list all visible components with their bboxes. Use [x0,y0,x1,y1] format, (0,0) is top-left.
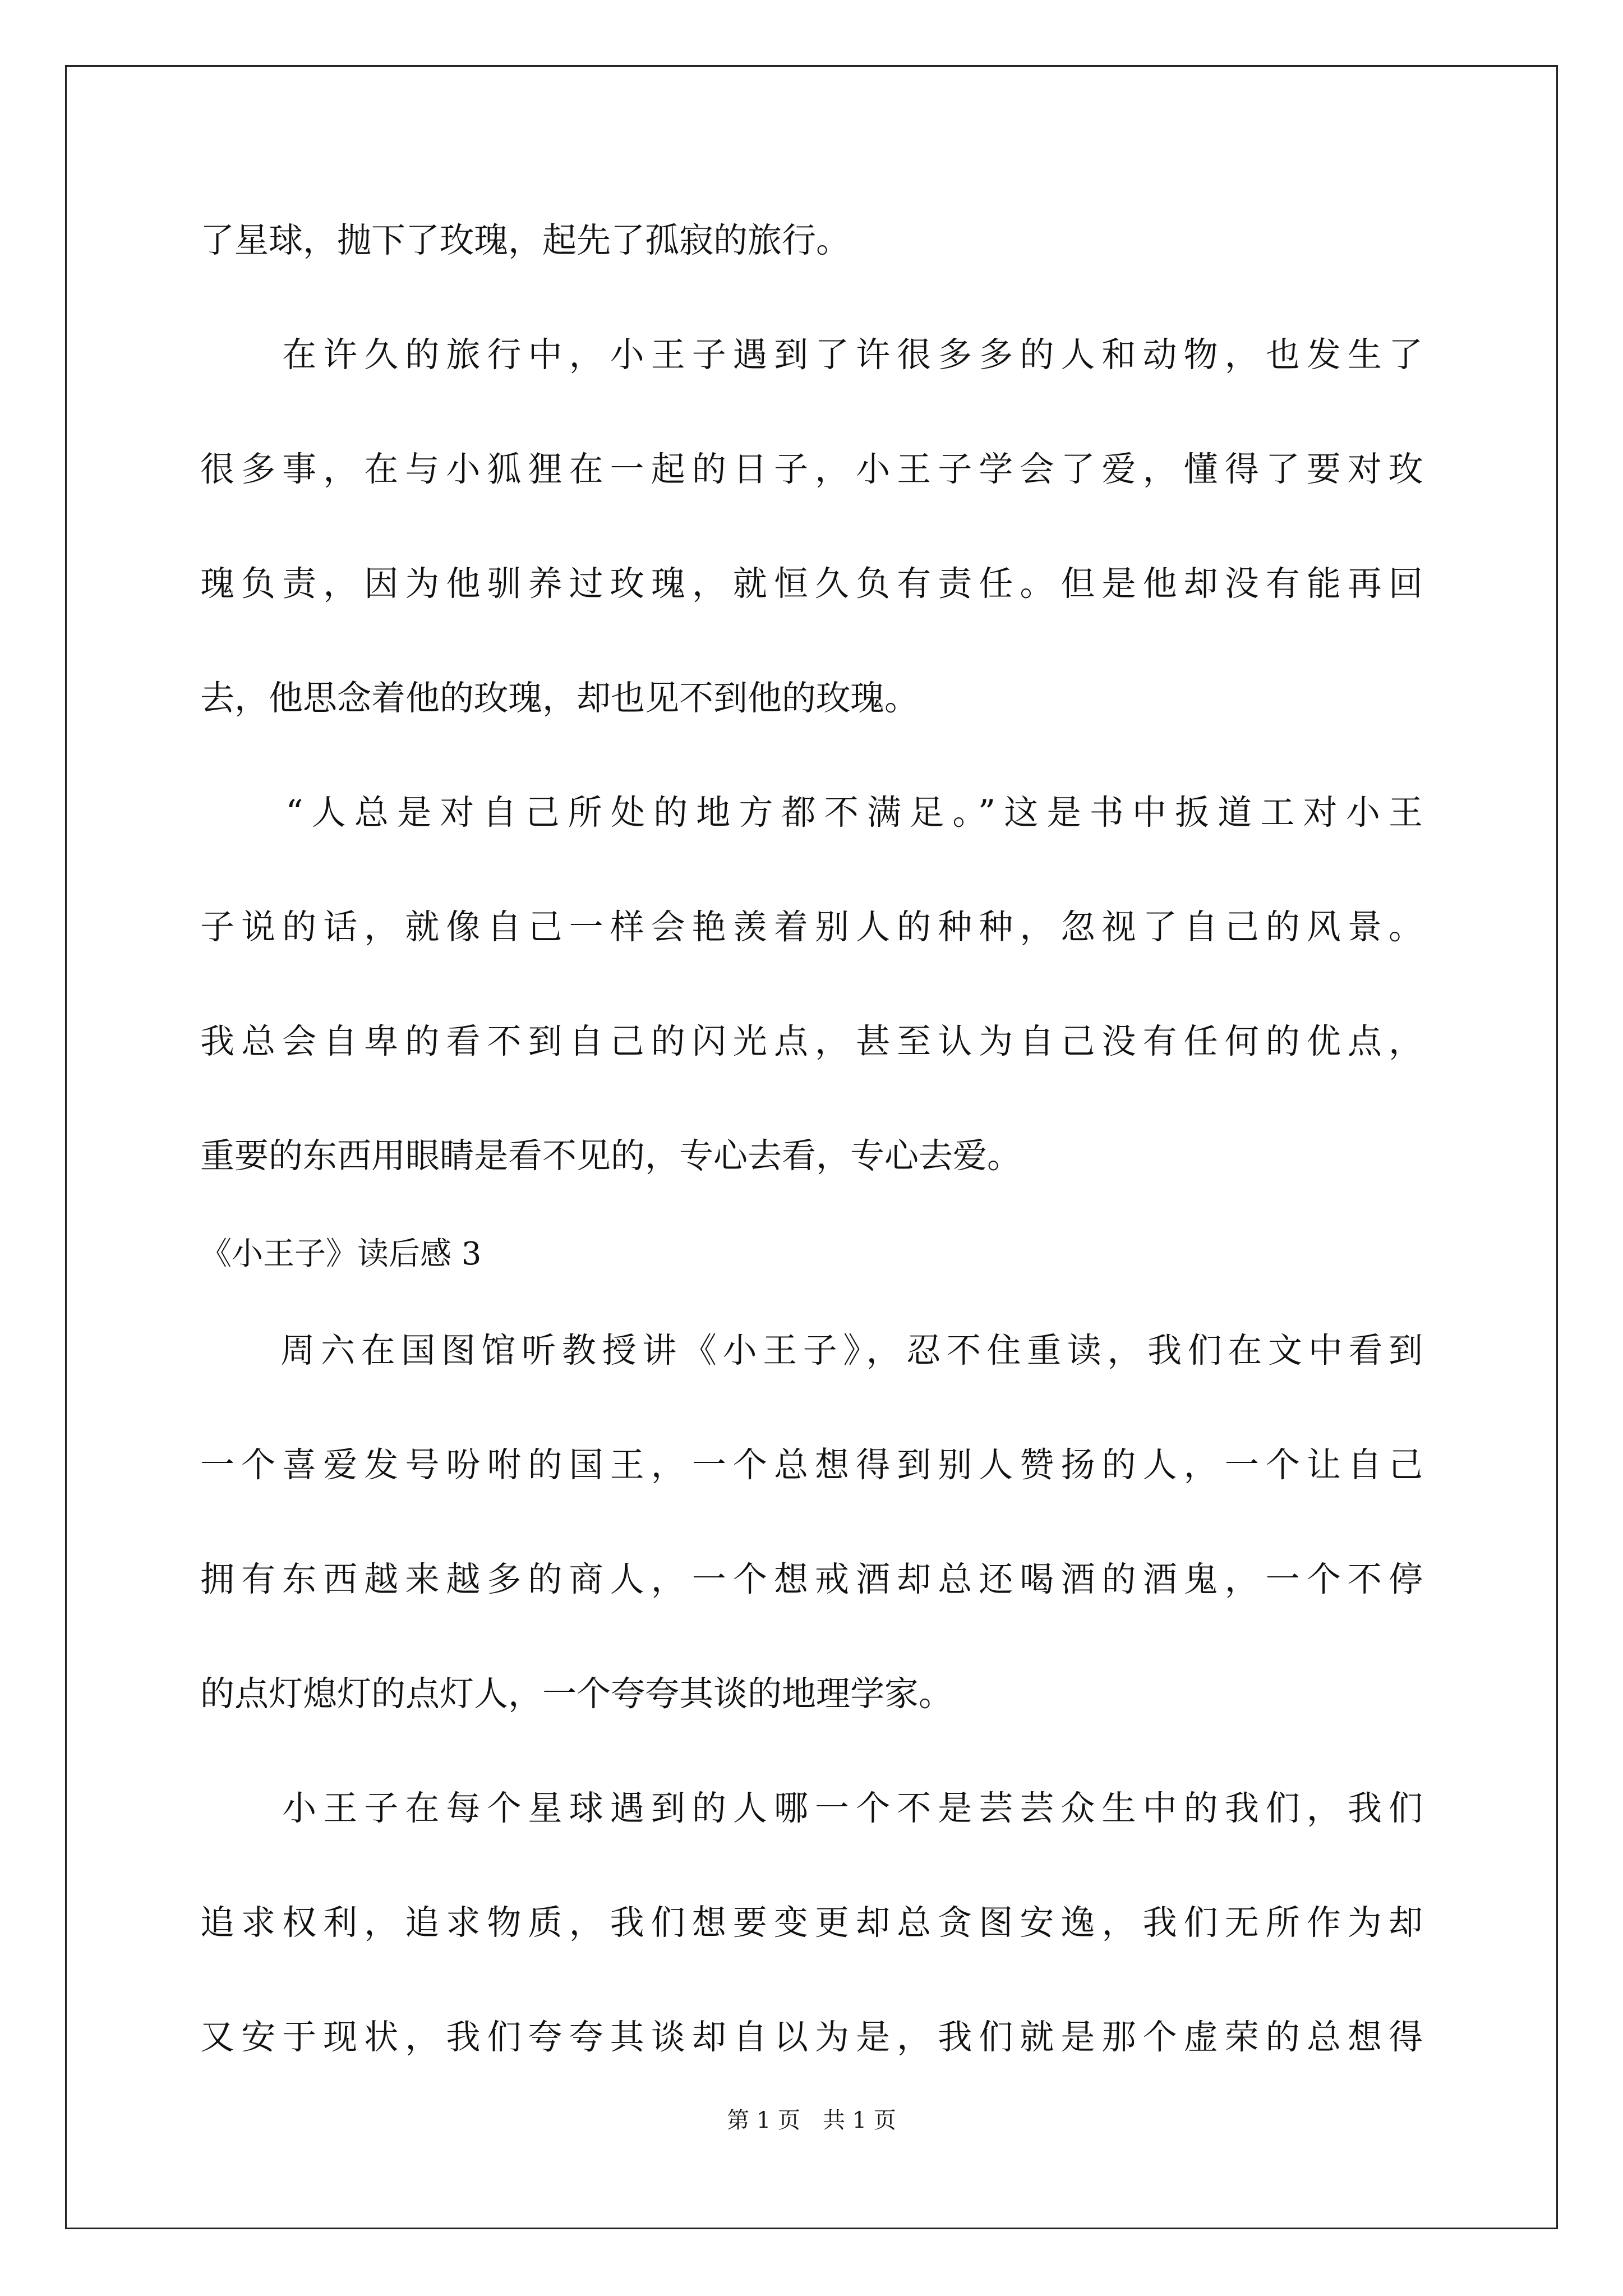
text-line: 一个喜爱发号吩咐的国王，一个总想得到别人赞扬的人，一个让自己 [200,1445,1423,1485]
text-line: 小王子在每个星球遇到的人哪一个不是芸芸众生中的我们，我们 [200,1788,1423,1828]
text-line: 瑰负责，因为他驯养过玫瑰，就恒久负有责任。但是他却没有能再回 [200,564,1423,604]
text-line: 重要的东西用眼睛是看不见的，专心去看，专心去爱。 [200,1136,1022,1176]
text-line: 追求权利，追求物质，我们想要变更却总贪图安逸，我们无所作为却 [200,1903,1423,1943]
text-line: 很多事，在与小狐狸在一起的日子，小王子学会了爱，懂得了要对玫 [200,449,1423,489]
text-line: 在许久的旅行中，小王子遇到了许很多多的人和动物，也发生了 [200,335,1423,375]
text-line: 了星球，抛下了玫瑰，起先了孤寂的旅行。 [200,220,851,260]
text-line: 周六在国图馆听教授讲《小王子》，忍不住重读，我们在文中看到 [200,1331,1423,1370]
text-line: 的点灯熄灯的点灯人，一个夸夸其谈的地理学家。 [200,1674,953,1714]
section-heading: 《小王子》读后感 3 [200,1236,482,1272]
text-line: 我总会自卑的看不到自己的闪光点，甚至认为自己没有任何的优点， [200,1022,1423,1061]
text-line: “人总是对自己所处的地方都不满足。”这是书中扳道工对小王 [200,793,1423,832]
page-number-footer: 第 1 页 共 1 页 [727,2108,896,2133]
text-line: 去，他思念着他的玫瑰，却也见不到他的玫瑰。 [200,678,919,718]
text-line: 拥有东西越来越多的商人，一个想戒酒却总还喝酒的酒鬼，一个不停 [200,1559,1423,1599]
text-line: 子说的话，就像自己一样会艳羡着别人的种种，忽视了自己的风景。 [200,907,1423,947]
text-line: 又安于现状，我们夸夸其谈却自以为是，我们就是那个虚荣的总想得 [200,2017,1423,2057]
